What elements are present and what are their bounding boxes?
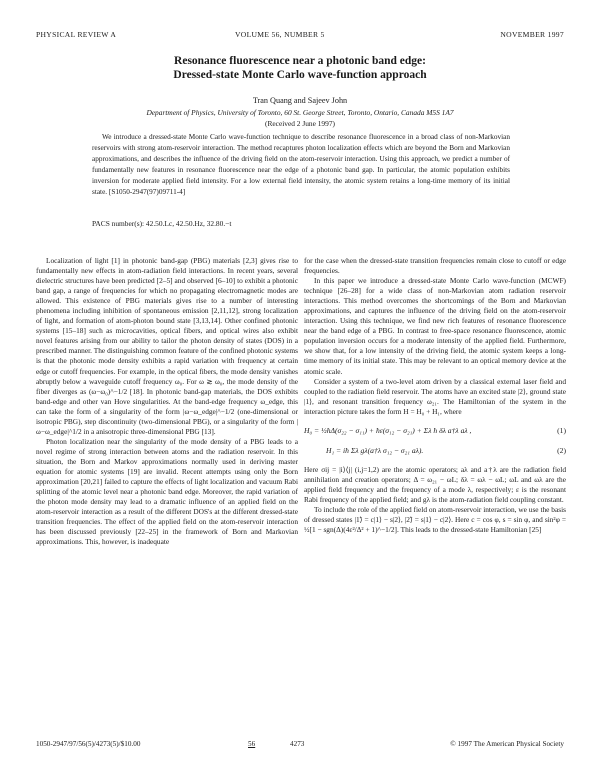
footer-volume: 56: [248, 740, 256, 748]
right-column: [304, 256, 566, 535]
journal-name: PHYSICAL REVIEW A: [36, 30, 117, 39]
volume-number: VOLUME 56, NUMBER 5: [235, 30, 325, 39]
equation-1-body: H₀ = ½ħΔ(σ₂₂ − σ₁₁) + ħε(σ₁₂ − σ₂₁) + Σλ ħ δλ a†λ aλ ,: [304, 425, 472, 435]
left-column: [36, 256, 298, 547]
paragraph: Localization of light [1] in photonic band-gap (PBG) materials [2,3] gives rise to fundamentally new effects in atom-radiation field interactions. In recent years, several dielectric structures have been predicted [2–5] and observed [6–10] to exhibit a photonic band gap, a range of frequencies for which no propagating electromagnetic modes are allowed. This existence of PBG materials gives rise to a number of interesting phenomena including inhibition of spontaneous emission [2,11,12], strong localization of light, and formation of atom-photon bound state [3,13,14]. Other confined photonic systems [15–18] such as microcavities, optical fibers, and optical wires also exhibit novel features arising from our ability to tailor the photon density of states (DOS) in a prescribed manner. The distinguishing common feature of the confined photonic systems is that the photonic mode density exhibits a rapid variation with frequency at certain edge or cutoff frequencies. For example, in the optical fibers, the mode density vanishes abruptly below a waveguide cutoff frequency ω₀. For ω ≳ ω₀, the mode density of the fiber diverges as (ω−ω₀)^−1/2 [18]. In photonic band-gap materials, the DOS exhibits band-edge and other van Hove singularities. At the band-edge frequency ω_edge, this can take the form of a singularity of the form |ω−ω_edge|^−1/2 (one-dimensional or isotropic PBG), step discontinuity (two-dimensional PBG), or a singularity of the form |ω−ω_edge|^1/2 in a anisotropic three-dimensional PBG [13].: [36, 256, 298, 436]
equation-1-number: (1): [557, 425, 566, 435]
paragraph: To include the role of the applied field on atom-reservoir interaction, we use the basis of dressed states |1̃⟩ = c|1⟩ − s|2⟩, |2̃⟩ = s|1⟩ − c|2⟩. Here c = cos φ, s = sin φ, and sin²φ = ½[1 − sgn(Δ)(4ε²/Δ² + 1)^−1/2]. This leads to the dressed-state Hamiltonian [25]: [304, 504, 566, 535]
paragraph: Here σij = |i⟩⟨j| (i,j=1,2) are the atomic operators; aλ and a†λ are the radiation field annihilation and creation operators; Δ = ω₂₁ − ωL; δλ = ωλ − ωL; ωL and ωλ are the applied field frequency and the frequency of a mode λ, respectively; ε is the resonant Rabi frequency of the applied field; and gλ is the atom-radiation field coupling constant.: [304, 464, 566, 504]
issue-date: NOVEMBER 1997: [500, 30, 564, 39]
paragraph: for the case when the dressed-state transition frequencies remain close to cutoff or edge frequencies.: [304, 256, 566, 276]
equation-2-body: H₁ = iħ Σλ gλ(a†λ σ₁₂ − σ₂₁ aλ).: [326, 445, 424, 455]
page-number: 4273: [290, 740, 305, 748]
title-line-1: Resonance fluorescence near a photonic band edge:: [174, 55, 426, 67]
authors: Tran Quang and Sajeev John: [252, 96, 348, 105]
paragraph: Consider a system of a two-level atom driven by a classical external laser field and coupled to the radiation field reservoir. The atoms have an excited state |2⟩, ground state |1⟩, and resonant transition frequency ω₂₁. The Hamiltonian of the system in the interaction picture takes the form H = H₀ + H₁, where: [304, 376, 566, 416]
equation-2-number: (2): [557, 445, 566, 455]
affiliation: Department of Physics, University of Toronto, 60 St. George Street, Toronto, Ontario, Canada M5S 1A7: [146, 108, 454, 117]
paragraph: In this paper we introduce a dressed-state Monte Carlo wave-function (MCWF) technique [26–28] for a wide class of non-Markovian atom radiation reservoir interactions. This method overcomes the shortcomings of the Born and Markovian approximations, and captures the influence of the driving field on the atom-reservoir interaction. Using this technique, we find new rich features of resonance fluorescence near the band edge of a PBG. In contrast to free-space resonance fluorescence, atomic population inversion occurs for a moderate intensity of the applied field. Furthermore, we show that, for a low intensity of the driving field, the atomic system keeps a long-time memory of its initial state. This may be relevant to an optical memory device at the atomic scale.: [304, 276, 566, 376]
equation-1: [304, 425, 566, 437]
pacs-numbers: PACS number(s): 42.50.Lc, 42.50.Hz, 32.80.−t: [92, 219, 232, 228]
footer-code: 1050-2947/97/56(5)/4273(5)/$10.00: [36, 740, 141, 748]
equation-2: [304, 445, 566, 457]
abstract: We introduce a dressed-state Monte Carlo wave-function technique to describe resonance fluorescence in a broad class of non-Markovian reservoirs with strong atom-reservoir interaction. The method recaptures photon localization effects which are beyond the Born and Markovian approximations, and describes the influence of the driving field on the atom-reservoir interaction. Using this approach, we predict a number of fundamentally new features in resonance fluorescence near the edge of a photonic band gap. In particular, the atomic population exhibits inversion for moderate applied field intensity. For a low external field intensity, the atomic system retains a long-time memory of its initial state. [S1050-2947(97)09711-4]: [92, 133, 510, 197]
copyright: © 1997 The American Physical Society: [450, 740, 564, 748]
paper-title: [0, 54, 600, 82]
title-line-2: Dressed-state Monte Carlo wave-function approach: [173, 69, 427, 81]
paragraph: Photon localization near the singularity of the mode density of a PBG leads to a novel regime of strong interaction between atoms and the radiation reservoir. In this situation, the Born and Markov approximations normally used in deriving master equation for atomic systems [19] are invalid. Recent attempts using only the Born approximation [20,21] failed to capture the effects of light localization and vacuum Rabi splitting of the atomic level near a photonic band edge. Moreover, the rapid variation of the photon mode density may lead to a dramatic influence of an applied field on the atom-reservoir interaction as a result of the different DOS's at the different dressed-state transition frequencies. The effect of the applied field on the atom-reservoir interaction has been discussed previously [22–25] in the framework of Born and Markovian approximations. This, however, is inadequate: [36, 436, 298, 547]
received-date: (Received 2 June 1997): [265, 119, 335, 128]
